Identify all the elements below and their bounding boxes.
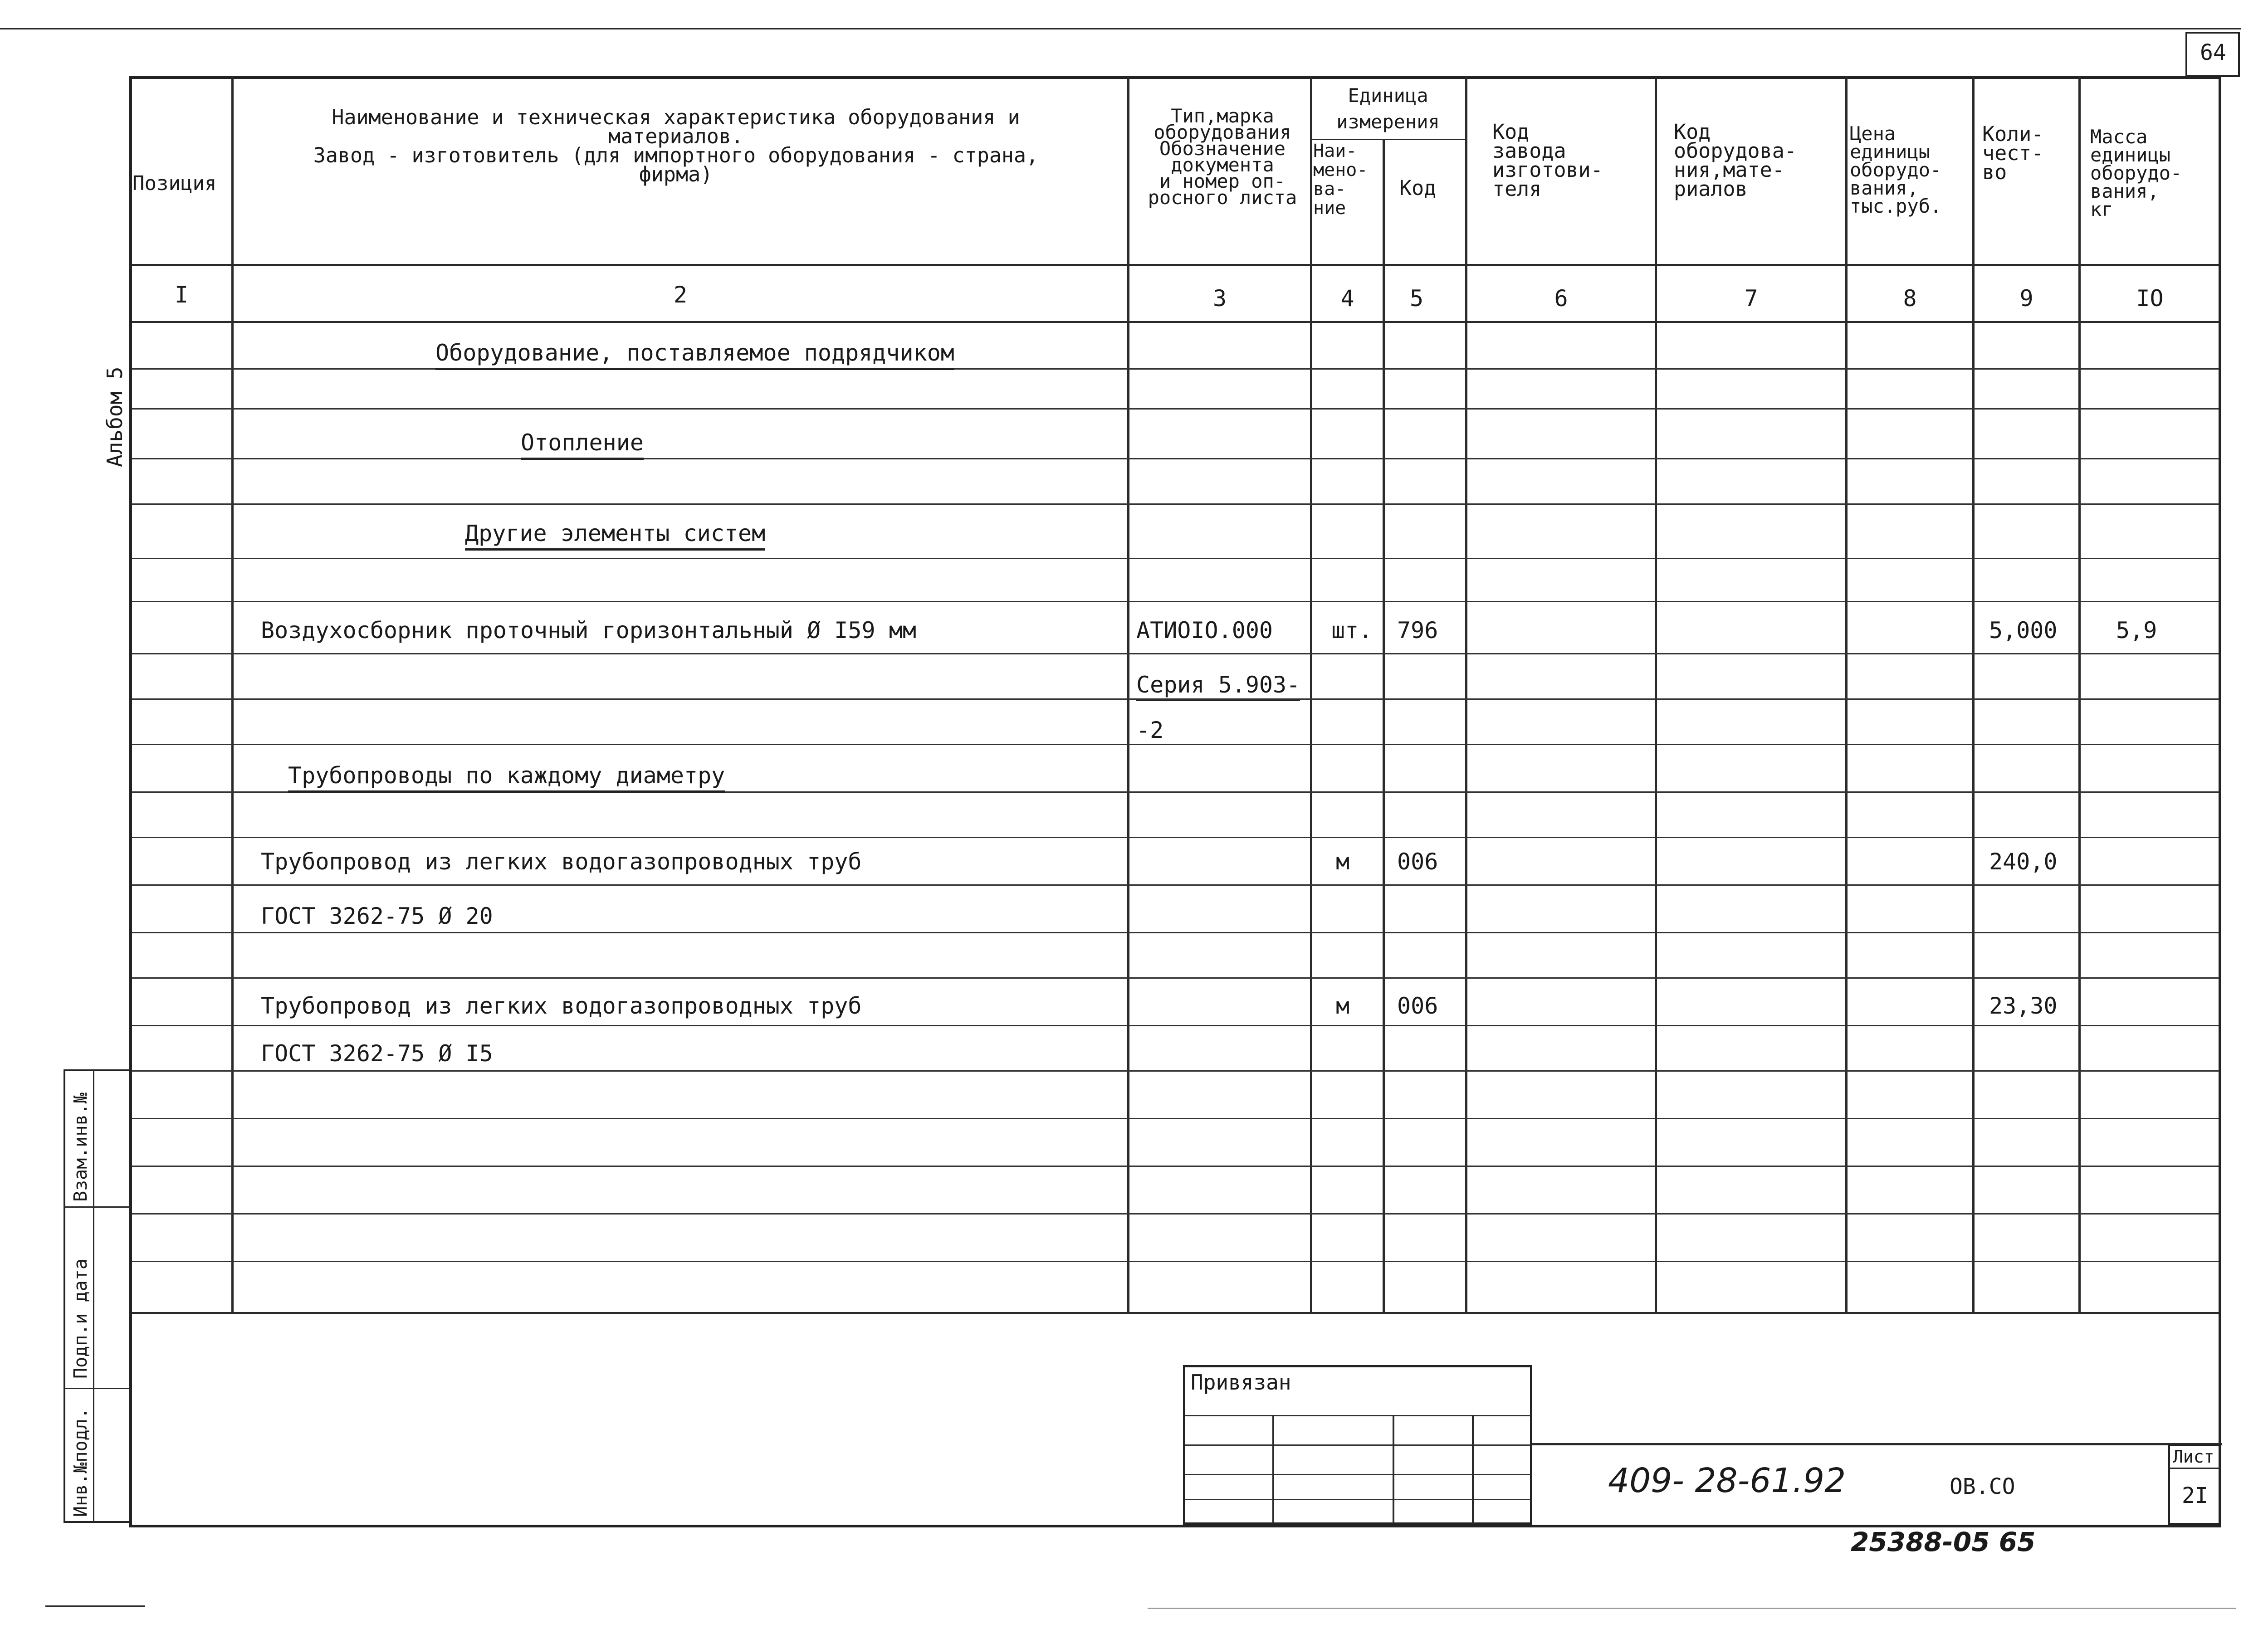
privyazan-line <box>1185 1415 1530 1416</box>
item-unit-code: 796 <box>1397 617 1438 644</box>
row-line <box>132 601 2219 602</box>
item-name-standard: ГОСТ 3262-75 Ø I5 <box>261 1040 493 1067</box>
header-price: Цена единицы оборудо- вания, тыс.руб. <box>1850 122 1942 217</box>
header-quantity: Коли- чест- во <box>1982 122 2044 184</box>
row-line <box>132 744 2219 745</box>
row-line <box>132 503 2219 505</box>
colnum-bottom-line <box>132 321 2219 323</box>
col-line-1 <box>231 76 234 1314</box>
column-number-5: 5 <box>1409 285 1424 312</box>
privyazan-col <box>1393 1415 1394 1524</box>
sheet-number: 64 <box>2200 40 2226 65</box>
header-bottom-line <box>132 264 2219 266</box>
column-number-9: 9 <box>2019 285 2033 312</box>
item-unit: шт. <box>1331 617 1373 644</box>
titleblock-top-line <box>1532 1443 2222 1445</box>
row-line <box>132 558 2219 559</box>
list-label: Лист <box>2173 1447 2214 1467</box>
column-number-1: I <box>174 282 189 308</box>
privyazan-line <box>1185 1444 1530 1446</box>
bottom-line-right <box>1148 1608 2236 1609</box>
col-line-6 <box>1655 76 1657 1314</box>
privyazan-line <box>1185 1499 1530 1500</box>
side-stamp-replace: Взам.инв.№ <box>70 1093 91 1202</box>
row-line <box>132 653 2219 654</box>
section-heading: Отопление <box>521 430 644 455</box>
table-bottom-line <box>132 1312 2219 1314</box>
header-name: Наименование и техническая характеристика оборудования и материалов. Завод - изготовитель (для импортного оборудования - страна, фирма) <box>313 105 1039 186</box>
item-type-series-cont: -2 <box>1136 717 1164 743</box>
footer-number: 25388-05 65 <box>1851 1527 2036 1557</box>
column-number-3: 3 <box>1212 285 1227 312</box>
column-number-8: 8 <box>1903 285 1917 312</box>
row-line <box>132 1261 2219 1262</box>
row-line <box>132 884 2219 886</box>
unit-split-line <box>1311 139 1465 140</box>
side-stamp-inv: Инв.№подл. <box>70 1408 91 1517</box>
item-unit-code: 006 <box>1397 849 1438 875</box>
privyazan-col <box>1472 1415 1474 1524</box>
column-number-7: 7 <box>1744 285 1758 312</box>
item-type-series: Серия 5.903- <box>1136 672 1300 697</box>
document-code: 409- 28-61.92 <box>1608 1461 1846 1500</box>
item-type: АТИОIО.000 <box>1136 617 1273 644</box>
column-number-10: IO <box>2136 285 2164 312</box>
section-heading: Трубопроводы по каждому диаметру <box>288 763 725 788</box>
top-border-line <box>0 28 2241 29</box>
row-line <box>132 932 2219 933</box>
side-stamp-sign: Подп.и дата <box>70 1258 91 1379</box>
row-line <box>132 1166 2219 1167</box>
row-line <box>132 1025 2219 1026</box>
item-unit: м <box>1336 849 1350 875</box>
item-unit: м <box>1336 993 1350 1019</box>
col-line-4 <box>1383 139 1385 1314</box>
col-line-9 <box>2078 76 2081 1314</box>
header-equipment-code: Код оборудова- ния,мате- риалов <box>1674 120 1797 201</box>
bottom-line-left <box>45 1605 145 1607</box>
col-line-8 <box>1972 76 1975 1314</box>
row-line <box>132 458 2219 459</box>
item-name: Трубопровод из легких водогазопроводных труб <box>261 849 862 875</box>
item-quantity: 23,30 <box>1989 993 2058 1019</box>
row-line <box>132 1070 2219 1072</box>
header-unit-name: Наи- мено- ва- ние <box>1313 141 1368 219</box>
document-suffix: ОВ.СО <box>1950 1474 2015 1499</box>
list-number: 2I <box>2182 1483 2208 1508</box>
row-line <box>132 837 2219 838</box>
privyazan-line <box>1185 1474 1530 1475</box>
header-type: Тип,марка оборудования Обозначение документа и номер оп- росного листа <box>1148 105 1297 209</box>
item-mass: 5,9 <box>2116 617 2157 644</box>
item-name: Воздухосборник проточный горизонтальный Ø I59 мм <box>261 617 916 644</box>
section-heading: Другие элементы систем <box>465 521 765 546</box>
privyazan-col <box>1272 1415 1274 1524</box>
row-line <box>132 408 2219 410</box>
col-line-2 <box>1127 76 1129 1314</box>
section-heading: Оборудование, поставляемое подрядчиком <box>435 340 954 366</box>
header-unit-code: Код <box>1399 176 1437 200</box>
header-mass: Масса единицы оборудо- вания, кг <box>2090 126 2182 220</box>
header-factory-code: Код завода изготови- теля <box>1492 120 1603 201</box>
item-unit-code: 006 <box>1397 993 1438 1019</box>
col-line-5 <box>1465 76 1467 1314</box>
header-position: Позиция <box>132 172 217 195</box>
item-name: Трубопровод из легких водогазопроводных труб <box>261 993 862 1019</box>
item-quantity: 5,000 <box>1989 617 2058 644</box>
column-number-4: 4 <box>1340 285 1354 312</box>
row-line <box>132 1118 2219 1119</box>
album-label: Альбом 5 <box>103 366 127 467</box>
column-number-6: 6 <box>1554 285 1568 312</box>
row-line <box>132 977 2219 979</box>
row-line <box>132 1213 2219 1215</box>
col-line-3 <box>1310 76 1312 1314</box>
column-number-2: 2 <box>673 282 688 308</box>
item-quantity: 240,0 <box>1989 849 2058 875</box>
side-stamp-line <box>64 1206 131 1208</box>
privyazan-label: Привязан <box>1191 1370 1291 1395</box>
list-box-line <box>2169 1468 2220 1469</box>
header-unit: Единица измерения <box>1336 84 1440 133</box>
col-line-7 <box>1845 76 1848 1314</box>
side-stamp-line <box>64 1388 131 1389</box>
item-name-standard: ГОСТ 3262-75 Ø 20 <box>261 903 493 929</box>
